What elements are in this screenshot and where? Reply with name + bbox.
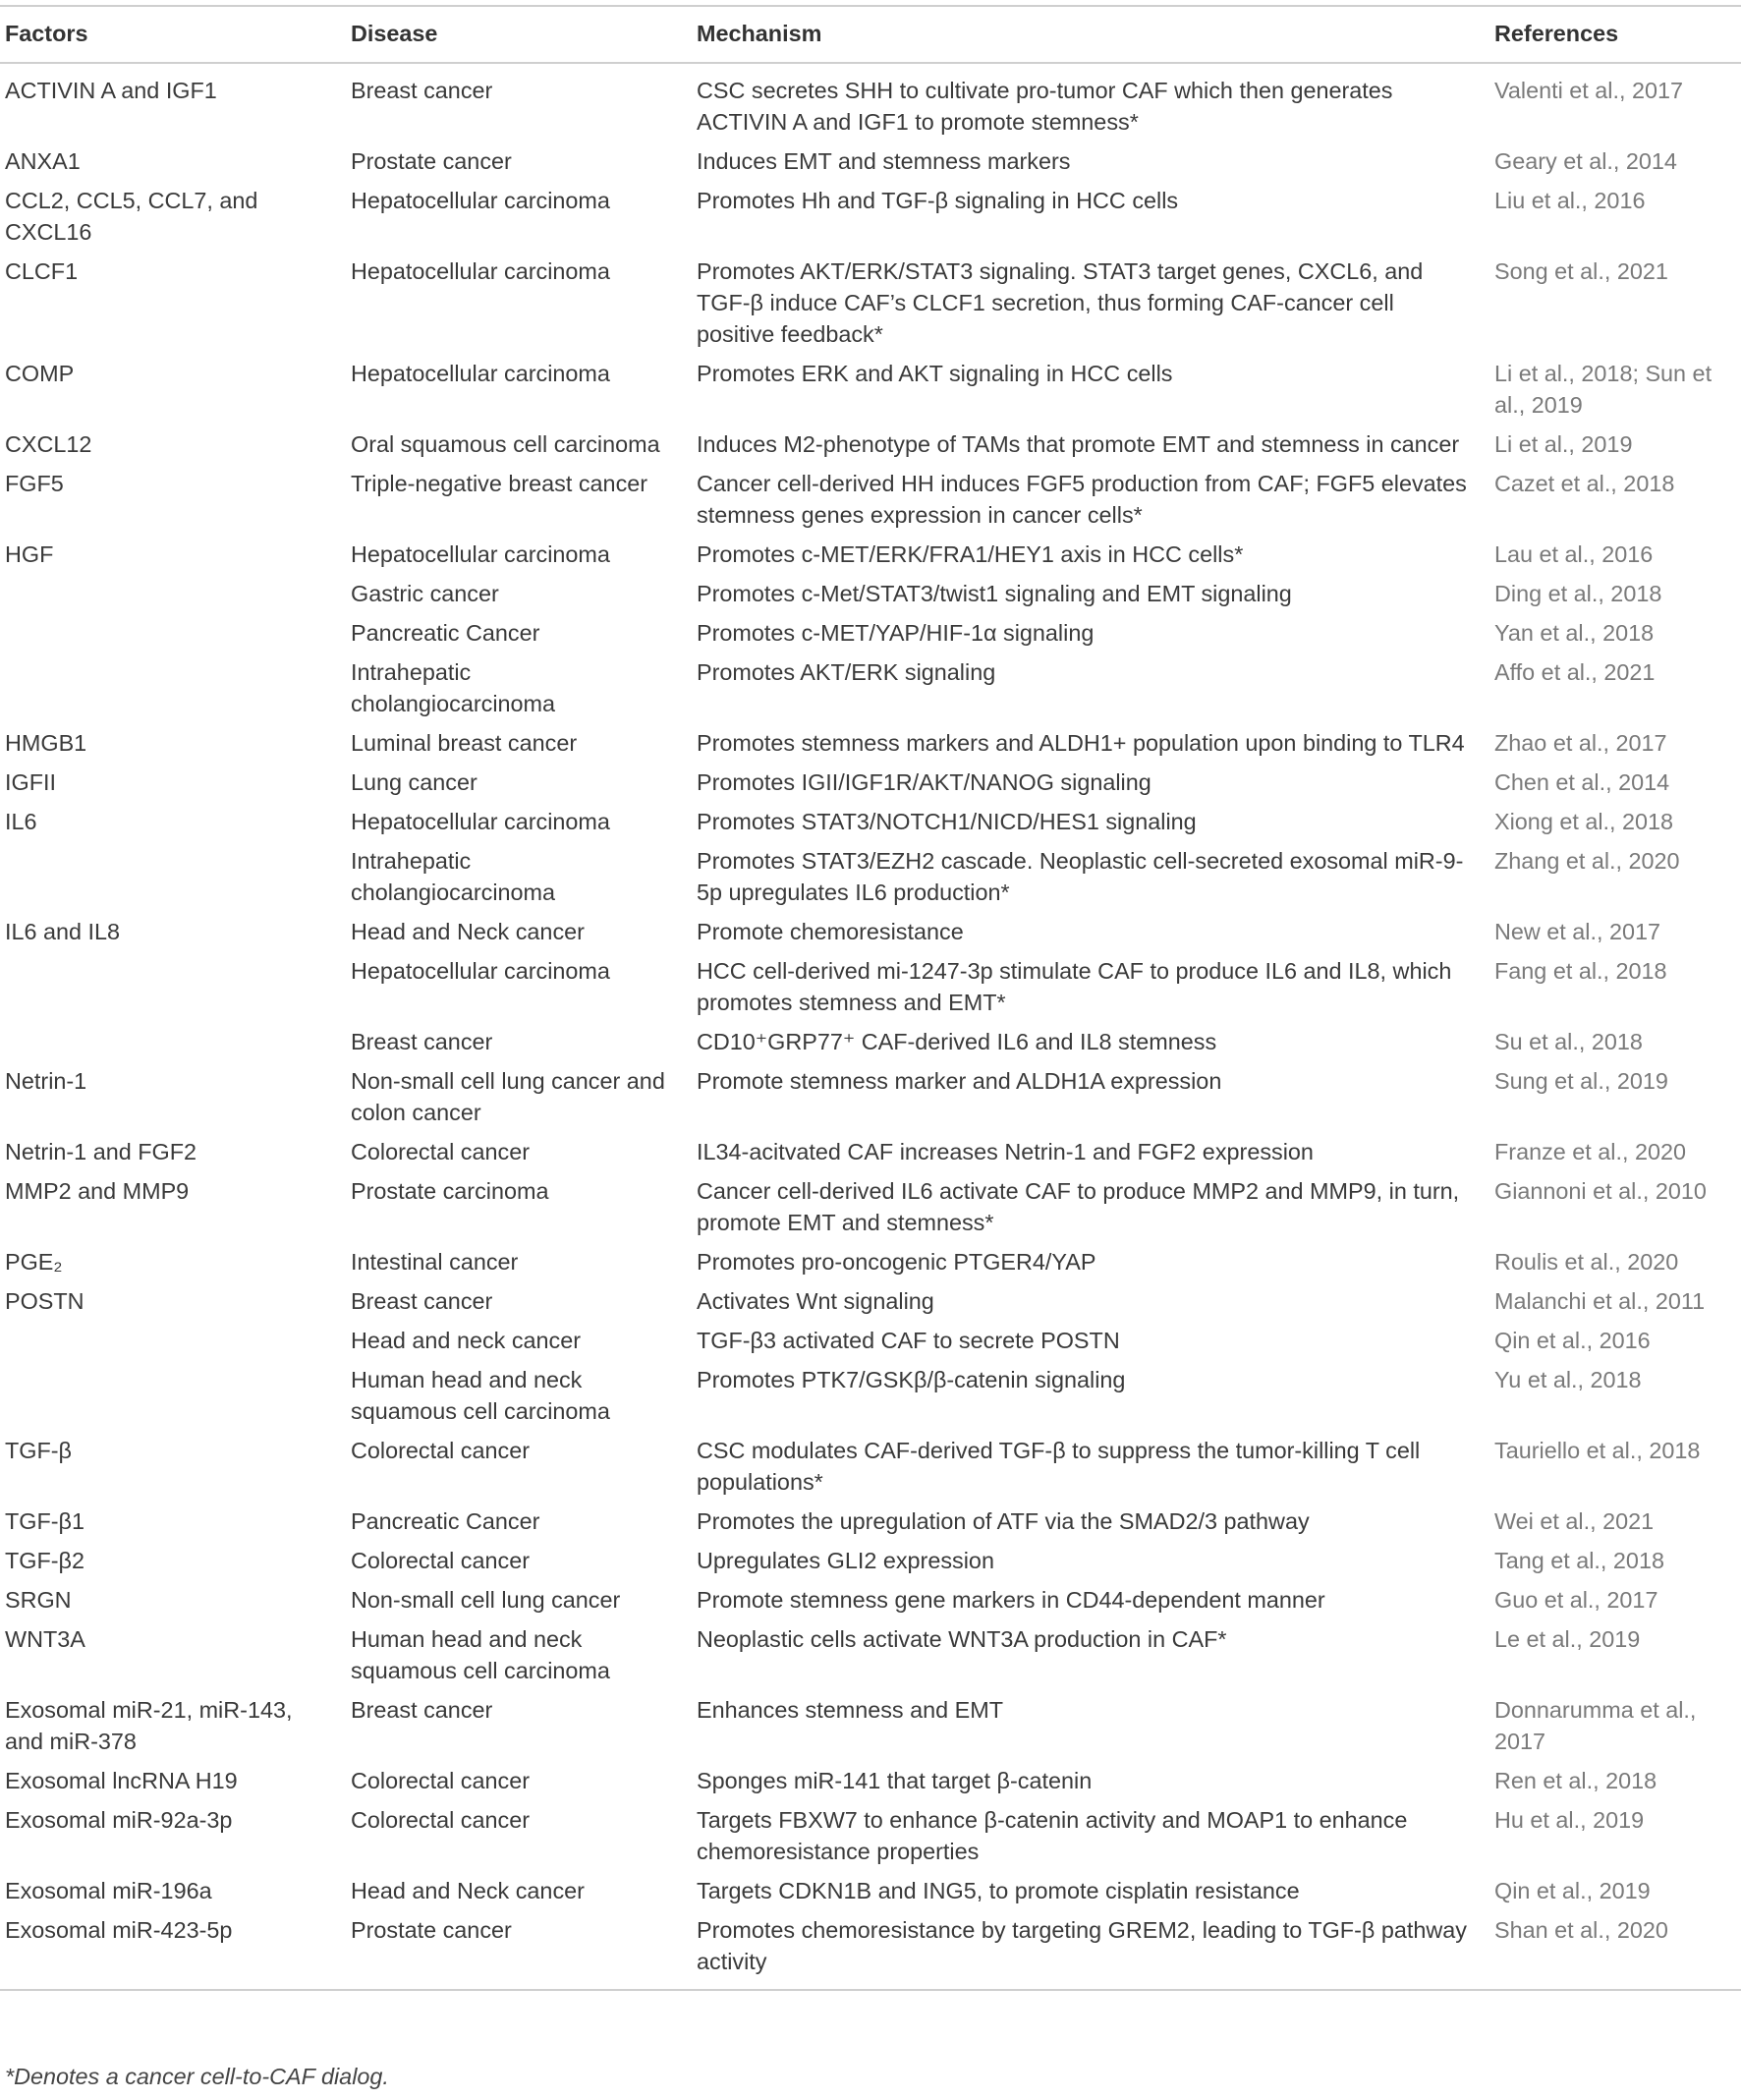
table-row <box>0 1690 1741 1761</box>
factor-cell <box>0 1360 346 1431</box>
reference-cell: Ding et al., 2018 <box>1494 581 1662 606</box>
table-row <box>0 653 1741 723</box>
table-row <box>0 1171 1741 1242</box>
mechanism-cell: Induces EMT and stemness markers <box>697 148 1071 174</box>
mechanism-cell: Promotes STAT3/NOTCH1/NICD/HES1 signaling <box>697 809 1197 834</box>
reference-cell: Qin et al., 2016 <box>1494 1328 1651 1353</box>
table-row <box>0 1910 1741 1990</box>
disease-cell: Human head and neck squamous cell carcinoma <box>351 1626 610 1683</box>
reference-cell: Sung et al., 2019 <box>1494 1068 1668 1094</box>
factor-cell <box>0 574 346 613</box>
disease-cell: Head and Neck cancer <box>351 1878 585 1903</box>
mechanism-cell: Promote stemness gene markers in CD44-dependent manner <box>697 1587 1325 1613</box>
factor-cell: IGFII <box>5 769 56 795</box>
header-mechanism: Mechanism <box>692 6 1489 63</box>
factor-cell <box>0 1321 346 1360</box>
factor-cell <box>0 653 346 723</box>
disease-cell: Prostate cancer <box>346 1910 692 1990</box>
header-references: References <box>1489 6 1741 63</box>
table-row <box>0 802 1741 841</box>
disease-cell: Colorectal cancer <box>351 1807 531 1833</box>
mechanism-cell: Upregulates GLI2 expression <box>697 1548 994 1573</box>
factor-cell: Exosomal miR-196a <box>5 1878 212 1903</box>
mechanism-cell: Promotes Hh and TGF-β signaling in HCC cells <box>697 188 1179 213</box>
reference-cell: Qin et al., 2019 <box>1494 1878 1651 1903</box>
table-row <box>0 1321 1741 1360</box>
reference-cell: Yan et al., 2018 <box>1494 620 1655 646</box>
disease-cell: Pancreatic Cancer <box>351 620 540 646</box>
factor-cell: Exosomal miR-92a-3p <box>5 1807 233 1833</box>
mechanism-cell: Promotes chemoresistance by targeting GREM2, leading to TGF-β pathway activity <box>692 1910 1489 1990</box>
disease-cell: Hepatocellular carcinoma <box>351 188 610 213</box>
mechanism-cell: Promotes the upregulation of ATF via the SMAD2/3 pathway <box>697 1508 1310 1534</box>
reference-cell: Song et al., 2021 <box>1494 258 1668 284</box>
reference-cell: Li et al., 2018; Sun et al., 2019 <box>1494 361 1713 418</box>
mechanism-cell: Promotes ERK and AKT signaling in HCC cells <box>697 361 1173 386</box>
factor-cell: Exosomal miR-423-5p <box>0 1910 346 1990</box>
reference-cell: Franze et al., 2020 <box>1494 1139 1687 1164</box>
disease-cell: Luminal breast cancer <box>351 730 578 756</box>
mechanism-cell: TGF-β3 activated CAF to secrete POSTN <box>697 1328 1120 1353</box>
factor-cell: SRGN <box>5 1587 72 1613</box>
table-row <box>0 1431 1741 1502</box>
table-row <box>0 951 1741 1022</box>
table-row <box>0 535 1741 574</box>
mechanism-cell: Targets CDKN1B and ING5, to promote cisplatin resistance <box>697 1878 1300 1903</box>
header-row <box>0 6 1741 63</box>
reference-cell: Su et al., 2018 <box>1494 1029 1643 1054</box>
disease-cell: Head and Neck cancer <box>351 919 585 944</box>
mechanism-cell: Promotes stemness markers and ALDH1+ population upon binding to TLR4 <box>697 730 1465 756</box>
factor-cell: COMP <box>5 361 75 386</box>
table-row <box>0 1619 1741 1690</box>
mechanism-cell: HCC cell-derived mi-1247-3p stimulate CAF to produce IL6 and IL8, which promotes stemness and EMT* <box>697 958 1452 1015</box>
table-row <box>0 425 1741 464</box>
table-row <box>0 1541 1741 1580</box>
factor-cell: CCL2, CCL5, CCL7, and CXCL16 <box>5 188 258 245</box>
table-row <box>0 841 1741 912</box>
reference-cell: Ren et al., 2018 <box>1494 1768 1657 1793</box>
mechanism-cell: Sponges miR-141 that target β-catenin <box>697 1768 1093 1793</box>
table-row <box>0 63 1741 142</box>
mechanism-cell: Promote chemoresistance <box>697 919 964 944</box>
factors-table <box>0 5 1741 1991</box>
table-row <box>0 723 1741 763</box>
mechanism-cell: Induces M2-phenotype of TAMs that promote EMT and stemness in cancer <box>697 431 1460 457</box>
reference-cell: New et al., 2017 <box>1494 919 1661 944</box>
disease-cell: Hepatocellular carcinoma <box>351 541 610 567</box>
mechanism-cell: Promote stemness marker and ALDH1A expression <box>697 1068 1222 1094</box>
reference-cell: Fang et al., 2018 <box>1494 958 1667 984</box>
mechanism-cell: Cancer cell-derived HH induces FGF5 production from CAF; FGF5 elevates stemness genes expression in cancer cells* <box>697 471 1467 528</box>
mechanism-cell: Promotes AKT/ERK signaling <box>697 659 996 685</box>
mechanism-cell: Neoplastic cells activate WNT3A production in CAF* <box>697 1626 1227 1652</box>
table-body <box>0 63 1741 1990</box>
disease-cell: Colorectal cancer <box>351 1768 531 1793</box>
reference-cell: Hu et al., 2019 <box>1494 1807 1645 1833</box>
factor-cell <box>0 1022 346 1061</box>
factor-cell: FGF5 <box>5 471 64 496</box>
disease-cell: Hepatocellular carcinoma <box>351 809 610 834</box>
disease-cell: Intestinal cancer <box>351 1249 519 1275</box>
factor-cell <box>0 613 346 653</box>
mechanism-cell: Promotes IGII/IGF1R/AKT/NANOG signaling <box>697 769 1151 795</box>
mechanism-cell: CSC secretes SHH to cultivate pro-tumor CAF which then generates ACTIVIN A and IGF1 to promote stemness* <box>697 78 1393 135</box>
table-row <box>0 1502 1741 1541</box>
factor-cell: TGF-β2 <box>5 1548 85 1573</box>
mechanism-cell: Promotes PTK7/GSKβ/β-catenin signaling <box>697 1367 1126 1392</box>
table-row <box>0 1761 1741 1800</box>
reference-cell: Le et al., 2019 <box>1494 1626 1641 1652</box>
disease-cell: Colorectal cancer <box>351 1438 531 1463</box>
table-row <box>0 1360 1741 1431</box>
table-row <box>0 574 1741 613</box>
reference-cell: Shan et al., 2020 <box>1489 1910 1741 1990</box>
reference-cell: Tang et al., 2018 <box>1494 1548 1664 1573</box>
factor-cell: CXCL12 <box>5 431 92 457</box>
disease-cell: Prostate cancer <box>351 148 512 174</box>
disease-cell: Hepatocellular carcinoma <box>351 958 610 984</box>
reference-cell: Xiong et al., 2018 <box>1494 809 1674 834</box>
mechanism-cell: CSC modulates CAF-derived TGF-β to suppress the tumor-killing T cell populations* <box>697 1438 1421 1495</box>
disease-cell: Breast cancer <box>351 78 493 103</box>
disease-cell: Lung cancer <box>351 769 477 795</box>
disease-cell: Breast cancer <box>351 1288 493 1314</box>
factor-cell: Netrin-1 <box>5 1068 87 1094</box>
factor-cell <box>0 841 346 912</box>
table-row <box>0 1061 1741 1132</box>
reference-cell: Yu et al., 2018 <box>1494 1367 1642 1392</box>
factor-cell: HGF <box>5 541 54 567</box>
factor-cell: MMP2 and MMP9 <box>5 1178 190 1204</box>
factor-cell <box>0 951 346 1022</box>
factor-cell: TGF-β1 <box>5 1508 85 1534</box>
mechanism-cell: Promotes STAT3/EZH2 cascade. Neoplastic cell-secreted exosomal miR-9-5p upregulates IL6 production* <box>697 848 1464 905</box>
table-row <box>0 912 1741 951</box>
table-row <box>0 1580 1741 1619</box>
factor-cell: IL6 <box>5 809 37 834</box>
factor-cell: IL6 and IL8 <box>5 919 121 944</box>
factor-cell: POSTN <box>5 1288 84 1314</box>
disease-cell: Triple-negative breast cancer <box>351 471 648 496</box>
mechanism-cell: Cancer cell-derived IL6 activate CAF to produce MMP2 and MMP9, in turn, promote EMT and stemness* <box>697 1178 1460 1235</box>
table-row <box>0 464 1741 535</box>
reference-cell: Liu et al., 2016 <box>1494 188 1646 213</box>
disease-cell: Non-small cell lung cancer <box>351 1587 621 1613</box>
factor-cell: Netrin-1 and FGF2 <box>5 1139 197 1164</box>
table-row <box>0 354 1741 425</box>
table-row <box>0 1800 1741 1871</box>
disease-cell: Colorectal cancer <box>351 1139 531 1164</box>
disease-cell: Breast cancer <box>351 1697 493 1723</box>
factor-cell: HMGB1 <box>5 730 87 756</box>
mechanism-cell: Targets FBXW7 to enhance β-catenin activity and MOAP1 to enhance chemoresistance properties <box>697 1807 1408 1864</box>
mechanism-cell: Activates Wnt signaling <box>697 1288 934 1314</box>
mechanism-cell: Promotes c-MET/YAP/HIF-1α signaling <box>697 620 1095 646</box>
reference-cell: Donnarumma et al., 2017 <box>1494 1697 1697 1754</box>
reference-cell: Affo et al., 2021 <box>1494 659 1656 685</box>
table-row <box>0 181 1741 252</box>
mechanism-cell: Promotes AKT/ERK/STAT3 signaling. STAT3 target genes, CXCL6, and TGF-β induce CAF’s CLCF1 secretion, thus forming CAF-cancer cell positive feedback* <box>697 258 1424 347</box>
reference-cell: Lau et al., 2016 <box>1494 541 1654 567</box>
factor-cell: TGF-β <box>5 1438 73 1463</box>
reference-cell: Giannoni et al., 2010 <box>1494 1178 1707 1204</box>
disease-cell: Breast cancer <box>351 1029 493 1054</box>
reference-cell: Wei et al., 2021 <box>1494 1508 1655 1534</box>
header-factors: Factors <box>0 6 346 63</box>
reference-cell: Valenti et al., 2017 <box>1494 78 1684 103</box>
header-disease: Disease <box>346 6 692 63</box>
mechanism-cell: Promotes c-MET/ERK/FRA1/HEY1 axis in HCC cells* <box>697 541 1244 567</box>
mechanism-cell: CD10⁺GRP77⁺ CAF-derived IL6 and IL8 stemness <box>697 1029 1217 1054</box>
disease-cell: Intrahepatic cholangiocarcinoma <box>351 659 556 716</box>
table-row <box>0 1871 1741 1910</box>
reference-cell: Tauriello et al., 2018 <box>1494 1438 1701 1463</box>
table-row <box>0 1281 1741 1321</box>
reference-cell: Cazet et al., 2018 <box>1494 471 1675 496</box>
disease-cell: Hepatocellular carcinoma <box>351 258 610 284</box>
disease-cell: Oral squamous cell carcinoma <box>351 431 660 457</box>
reference-cell: Zhang et al., 2020 <box>1494 848 1680 874</box>
factor-cell: Exosomal lncRNA H19 <box>5 1768 238 1793</box>
table-row <box>0 142 1741 181</box>
reference-cell: Malanchi et al., 2011 <box>1494 1288 1706 1314</box>
table-row <box>0 1022 1741 1061</box>
reference-cell: Guo et al., 2017 <box>1494 1587 1658 1613</box>
table-row <box>0 763 1741 802</box>
factor-cell: PGE₂ <box>5 1249 63 1275</box>
mechanism-cell: IL34-acitvated CAF increases Netrin-1 and FGF2 expression <box>697 1139 1314 1164</box>
table-row <box>0 613 1741 653</box>
table-row <box>0 1132 1741 1171</box>
disease-cell: Prostate carcinoma <box>351 1178 549 1204</box>
table-row <box>0 1242 1741 1281</box>
mechanism-cell: Promotes c-Met/STAT3/twist1 signaling and EMT signaling <box>697 581 1292 606</box>
disease-cell: Intrahepatic cholangiocarcinoma <box>351 848 556 905</box>
factor-cell: Exosomal miR-21, miR-143, and miR-378 <box>5 1697 293 1754</box>
disease-cell: Human head and neck squamous cell carcinoma <box>351 1367 610 1424</box>
disease-cell: Hepatocellular carcinoma <box>351 361 610 386</box>
mechanism-cell: Enhances stemness and EMT <box>697 1697 1004 1723</box>
disease-cell: Head and neck cancer <box>351 1328 582 1353</box>
disease-cell: Pancreatic Cancer <box>351 1508 540 1534</box>
reference-cell: Chen et al., 2014 <box>1494 769 1670 795</box>
factor-cell: WNT3A <box>5 1626 85 1652</box>
disease-cell: Colorectal cancer <box>351 1548 531 1573</box>
factor-cell: ANXA1 <box>5 148 81 174</box>
table-footnote: *Denotes a cancer cell-to-CAF dialog. <box>5 2064 389 2089</box>
disease-cell: Non-small cell lung cancer and colon cancer <box>351 1068 665 1125</box>
disease-cell: Gastric cancer <box>351 581 499 606</box>
reference-cell: Li et al., 2019 <box>1494 431 1633 457</box>
table-header <box>0 6 1741 63</box>
mechanism-cell: Promotes pro-oncogenic PTGER4/YAP <box>697 1249 1096 1275</box>
factor-cell: CLCF1 <box>5 258 79 284</box>
factor-cell: ACTIVIN A and IGF1 <box>5 78 217 103</box>
table-row <box>0 252 1741 354</box>
reference-cell: Geary et al., 2014 <box>1494 148 1677 174</box>
reference-cell: Roulis et al., 2020 <box>1494 1249 1679 1275</box>
reference-cell: Zhao et al., 2017 <box>1494 730 1667 756</box>
